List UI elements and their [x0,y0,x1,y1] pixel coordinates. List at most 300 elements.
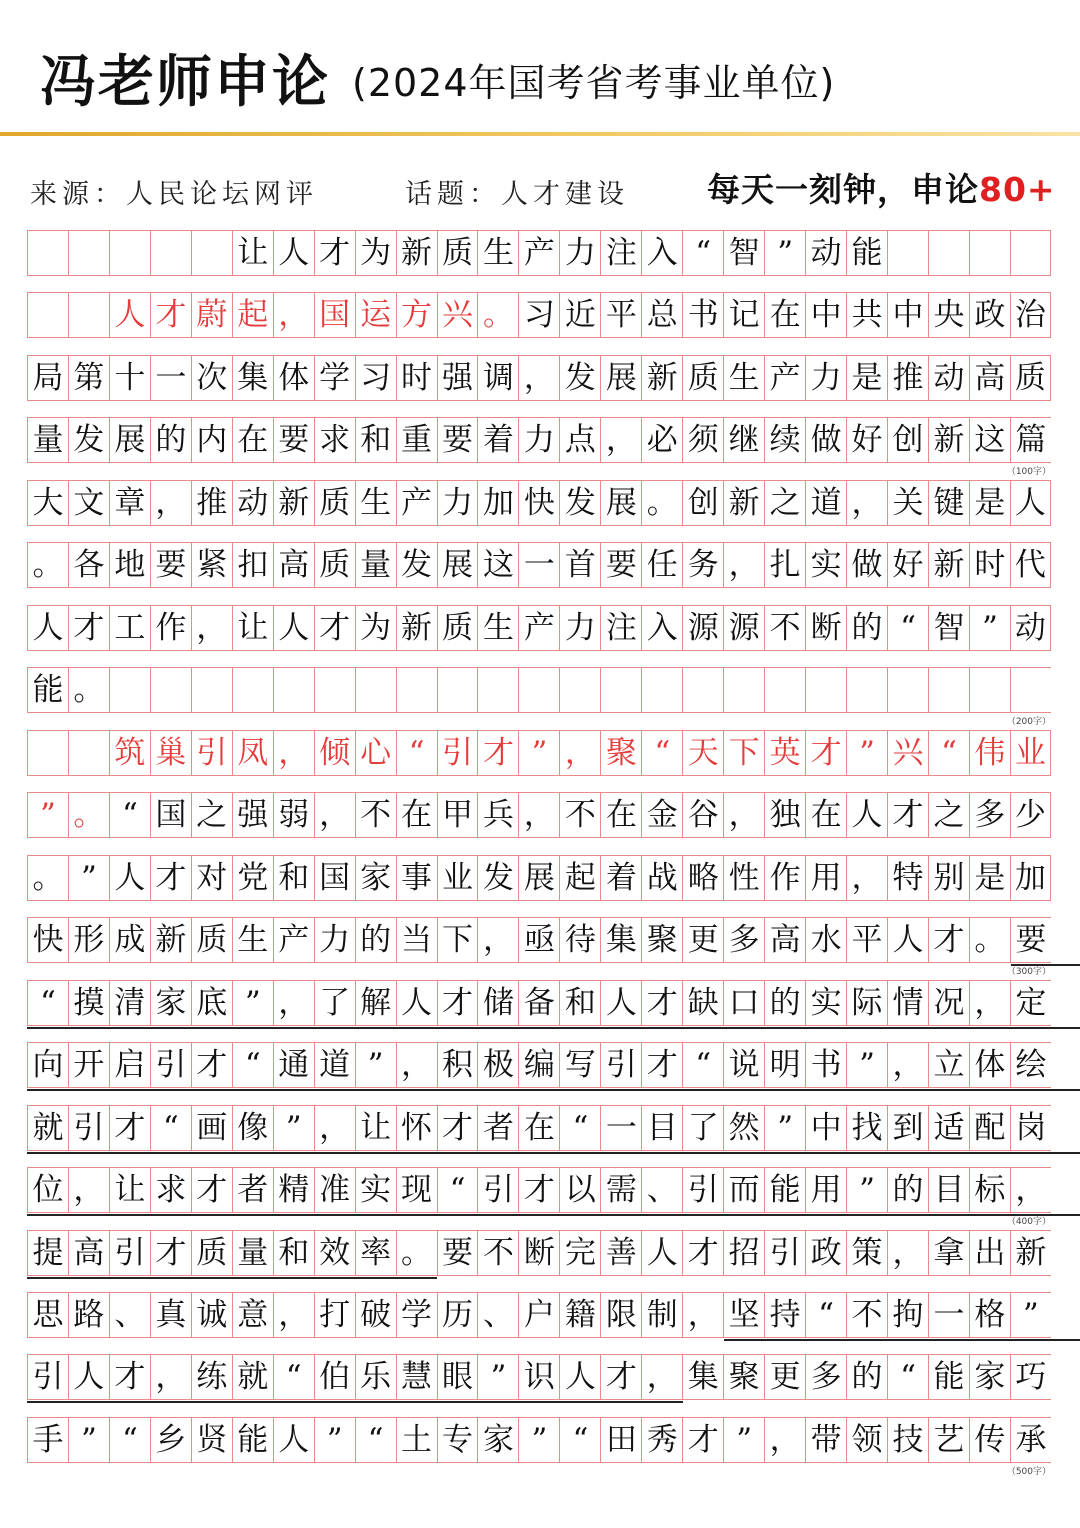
grid-cell: 底 [191,980,232,1026]
grid-cell: 体 [969,1042,1010,1088]
grid-cell [68,230,109,276]
grid-cell: 高 [273,542,314,588]
grid-cell: ” [477,1354,518,1400]
grid-cell: 做 [805,417,846,463]
grid-cell: 。 [68,667,109,713]
grid-cell: 人 [887,917,928,963]
grid-cell: 习 [355,355,396,401]
highlight-underline [27,1089,1080,1091]
grid-cell: 秀 [641,1417,682,1463]
grid-cell: 工 [109,605,150,651]
highlight-underline [27,1027,1080,1029]
grid-cell: 时 [396,355,437,401]
grid-cell: 力 [559,605,600,651]
grid-cell: 力 [559,230,600,276]
grid-cell: ， [887,1230,928,1276]
grid-cell: 专 [437,1417,478,1463]
grid-cell: 要 [273,417,314,463]
grid-cell: ， [518,355,559,401]
grid-cell: 独 [764,792,805,838]
grid-cell: ” [232,980,273,1026]
grid-cell: 代 [1010,542,1051,588]
grid-cell: “ [273,1354,314,1400]
grid-cell: 一 [928,1292,969,1338]
grid-cell: 是 [969,855,1010,901]
grid-cell [355,667,396,713]
grid-cell [396,667,437,713]
grid-cell: 绘 [1010,1042,1051,1088]
grid-cell: 精 [273,1167,314,1213]
grid-cell: 特 [887,855,928,901]
grid-cell: 道 [314,1042,355,1088]
grid-cell: 能 [928,1354,969,1400]
grid-cell: 引 [477,1167,518,1213]
grid-cell: 量 [355,542,396,588]
grid-cell: 务 [682,542,723,588]
grid-cell: 伯 [314,1354,355,1400]
grid-cell: 第 [68,355,109,401]
grid-cell: 当 [396,917,437,963]
grid-cell: 地 [109,542,150,588]
grid-cell: 人 [68,1354,109,1400]
grid-cell: 推 [191,480,232,526]
grid-cell: ， [682,1292,723,1338]
grid-cell: 要 [437,1230,478,1276]
grid-cell: 量 [27,417,68,463]
grid-cell: 。 [27,542,68,588]
grid-cell: 写 [559,1042,600,1088]
grid-cell: 甲 [437,792,478,838]
grid-cell: 章 [109,480,150,526]
grid-cell: 更 [682,917,723,963]
grid-cell: 家 [969,1354,1010,1400]
grid-cell: 质 [314,480,355,526]
word-count-marker: （300字） [1006,967,1051,978]
grid-cell: 中 [805,1105,846,1151]
slogan-text: 每天一刻钟，申论 [707,170,979,209]
grid-cell: 引 [191,730,232,776]
grid-cell: ” [68,855,109,901]
grid-cell: 各 [68,542,109,588]
grid-cell: 之 [764,480,805,526]
grid-row [27,667,1051,728]
grid-row [27,1042,1051,1088]
grid-cell: ， [396,1042,437,1088]
grid-cell: 少 [1010,792,1051,838]
grid-cell: 十 [109,355,150,401]
grid-cell: 户 [518,1292,559,1338]
grid-cell: 思 [27,1292,68,1338]
grid-cell: 人 [273,1417,314,1463]
grid-cell: ， [969,980,1010,1026]
grid-cell: 聚 [723,1354,764,1400]
meta-line [0,150,1080,220]
grid-cell: 发 [559,480,600,526]
grid-cell: 人 [109,292,150,338]
grid-cell: “ [682,1042,723,1088]
grid-cell: 求 [150,1167,191,1213]
grid-cell: 引 [109,1230,150,1276]
grid-cell: 质 [437,230,478,276]
grid-cell: 生 [723,355,764,401]
grid-cell: 一 [518,542,559,588]
grid-cell: 源 [723,605,764,651]
grid-cell: 动 [928,355,969,401]
grid-cell: 位 [27,1167,68,1213]
grid-cell: 大 [27,480,68,526]
grid-cell: 发 [559,355,600,401]
grid-cell [641,667,682,713]
page-subtitle: (2024年国考省考事业单位) [352,61,836,105]
grid-cell: 能 [27,667,68,713]
grid-cell: 注 [600,605,641,651]
highlight-underline [27,1277,437,1279]
grid-cell: 乐 [355,1354,396,1400]
grid-cell: 首 [559,542,600,588]
grid-row [27,980,1051,1026]
grid-cell: 手 [27,1417,68,1463]
grid-cell: 学 [396,1292,437,1338]
grid-cell: 学 [314,355,355,401]
grid-cell [191,667,232,713]
grid-cell: “ [805,1292,846,1338]
grid-cell: 在 [600,792,641,838]
grid-cell: 画 [191,1105,232,1151]
grid-cell: 然 [723,1105,764,1151]
grid-cell: 下 [437,917,478,963]
grid-cell: 适 [928,1105,969,1151]
grid-row [27,605,1051,651]
grid-cell: 田 [600,1417,641,1463]
grid-cell: 和 [559,980,600,1026]
grid-cell: 坚 [723,1292,764,1338]
grid-cell: 的 [846,1354,887,1400]
grid-cell [27,230,68,276]
grid-cell: 近 [559,292,600,338]
grid-cell: 识 [518,1354,559,1400]
grid-cell: 了 [682,1105,723,1151]
grid-cell: 心 [355,730,396,776]
grid-cell: ” [68,1417,109,1463]
grid-cell: 新 [928,542,969,588]
grid-cell: 人 [846,792,887,838]
grid-cell: 贤 [191,1417,232,1463]
grid-cell: 次 [191,355,232,401]
grid-cell: 新 [928,417,969,463]
grid-cell: 破 [355,1292,396,1338]
grid-cell: 备 [518,980,559,1026]
grid-cell [437,667,478,713]
highlight-underline [27,1401,683,1403]
grid-cell: 巧 [1010,1354,1051,1400]
grid-cell: 、 [477,1292,518,1338]
grid-cell: 为 [355,605,396,651]
grid-cell [846,667,887,713]
grid-cell: 重 [396,417,437,463]
grid-cell: ， [273,980,314,1026]
grid-cell: 需 [600,1167,641,1213]
grid-cell: 聚 [641,917,682,963]
grid-cell: 键 [928,480,969,526]
grid-cell [232,667,273,713]
grid-cell: 智 [928,605,969,651]
grid-cell: 断 [518,1230,559,1276]
grid-row [27,792,1051,838]
grid-cell: 中 [805,292,846,338]
grid-cell: 入 [641,605,682,651]
grid-cell [764,667,805,713]
grid-cell: 力 [314,917,355,963]
grid-cell: ” [969,605,1010,651]
grid-cell: 配 [969,1105,1010,1151]
grid-cell: 的 [887,1167,928,1213]
grid-cell: 才 [805,730,846,776]
grid-cell: 在 [232,417,273,463]
grid-cell: 用 [805,1167,846,1213]
grid-cell: 展 [600,480,641,526]
grid-cell: 、 [641,1167,682,1213]
grid-cell: 这 [969,417,1010,463]
grid-cell: 土 [396,1417,437,1463]
grid-cell: 创 [887,417,928,463]
grid-cell: 断 [805,605,846,651]
grid-cell: 事 [396,855,437,901]
grid-cell: 的 [846,605,887,651]
grid-row [27,230,1051,276]
grid-cell: 书 [682,292,723,338]
grid-row [27,542,1051,588]
grid-cell [68,292,109,338]
grid-cell: 多 [805,1354,846,1400]
grid-cell: 岗 [1010,1105,1051,1151]
grid-cell: 准 [314,1167,355,1213]
grid-cell: “ [682,230,723,276]
grid-cell: 一 [600,1105,641,1151]
grid-cell: 带 [805,1417,846,1463]
grid-cell: ” [314,1417,355,1463]
grid-cell: 和 [273,1230,314,1276]
grid-cell: 国 [150,792,191,838]
grid-cell: 动 [805,230,846,276]
grid-cell: 产 [396,480,437,526]
grid-cell: 籍 [559,1292,600,1338]
grid-row [27,1354,1051,1400]
grid-cell: 更 [764,1354,805,1400]
grid-cell: 极 [477,1042,518,1088]
grid-cell: 之 [191,792,232,838]
grid-cell: ， [1010,1167,1051,1213]
grid-cell: 不 [846,1292,887,1338]
grid-cell: 不 [764,605,805,651]
grid-cell: 好 [846,417,887,463]
grid-cell: 不 [559,792,600,838]
grid-cell: 传 [969,1417,1010,1463]
grid-cell: 率 [355,1230,396,1276]
grid-cell: 发 [477,855,518,901]
grid-cell: “ [641,730,682,776]
grid-cell: 亟 [518,917,559,963]
grid-cell: ， [887,1042,928,1088]
grid-cell: 让 [109,1167,150,1213]
grid-cell: 的 [150,417,191,463]
word-count-marker: （200字） [1006,717,1051,728]
grid-cell: ， [273,1292,314,1338]
grid-cell: ” [846,1042,887,1088]
grid-cell: “ [559,1105,600,1151]
grid-cell: 才 [518,1167,559,1213]
grid-cell: ， [846,855,887,901]
grid-cell: 人 [600,980,641,1026]
grid-cell: 展 [437,542,478,588]
grid-cell: 策 [846,1230,887,1276]
grid-cell: 点 [559,417,600,463]
grid-cell: ， [68,1167,109,1213]
grid-cell: 才 [109,1105,150,1151]
grid-cell: 总 [641,292,682,338]
grid-row [27,917,1051,978]
grid-cell: 才 [600,1354,641,1400]
grid-cell: 兴 [437,292,478,338]
grid-cell: 在 [396,792,437,838]
grid-cell: 口 [723,980,764,1026]
grid-cell: 英 [764,730,805,776]
grid-cell: 让 [232,605,273,651]
grid-cell: “ [928,730,969,776]
grid-cell: 的 [355,917,396,963]
grid-cell: 继 [723,417,764,463]
grid-cell: 开 [68,1042,109,1088]
grid-cell: 格 [969,1292,1010,1338]
grid-cell: “ [355,1417,396,1463]
grid-cell: 天 [682,730,723,776]
grid-cell: “ [109,792,150,838]
grid-cell: 巢 [150,730,191,776]
grid-cell: 历 [437,1292,478,1338]
grid-cell: 高 [764,917,805,963]
grid-cell: 就 [232,1354,273,1400]
grid-cell: 立 [928,1042,969,1088]
grid-cell: 才 [314,230,355,276]
grid-cell: ” [846,1167,887,1213]
grid-cell: 一 [150,355,191,401]
grid-cell: 续 [764,417,805,463]
word-count-marker: （400字） [1006,1217,1051,1228]
grid-cell: 新 [641,355,682,401]
grid-cell: 新 [396,230,437,276]
grid-cell: 才 [68,605,109,651]
grid-cell: ” [27,792,68,838]
grid-cell: 慧 [396,1354,437,1400]
grid-row [27,1417,1051,1477]
grid-cell: 。 [68,792,109,838]
grid-cell: 质 [314,542,355,588]
grid-cell: 动 [1010,605,1051,651]
grid-cell: 聚 [600,730,641,776]
grid-cell [682,667,723,713]
grid-cell: 发 [396,542,437,588]
essay-grid [27,230,1051,1479]
grid-cell: 。 [477,292,518,338]
grid-cell: 人 [1010,480,1051,526]
highlight-underline [27,1152,1080,1154]
grid-cell: 加 [477,480,518,526]
grid-cell: 际 [846,980,887,1026]
grid-cell: 运 [355,292,396,338]
grid-cell: ， [477,917,518,963]
grid-cell: 家 [355,855,396,901]
grid-cell: 着 [600,855,641,901]
grid-cell: 别 [928,855,969,901]
grid-cell: 谷 [682,792,723,838]
grid-cell [314,667,355,713]
grid-cell: 治 [1010,292,1051,338]
grid-cell: 力 [437,480,478,526]
grid-cell: 要 [437,417,478,463]
grid-cell: “ [27,980,68,1026]
grid-row [27,855,1051,901]
grid-cell: 求 [314,417,355,463]
grid-cell: “ [437,1167,478,1213]
grid-row [27,480,1051,526]
grid-cell: 人 [559,1354,600,1400]
grid-cell: ， [559,730,600,776]
grid-cell: 摸 [68,980,109,1026]
grid-cell: 紧 [191,542,232,588]
grid-cell: “ [232,1042,273,1088]
grid-cell: 才 [928,917,969,963]
grid-cell: ， [641,1354,682,1400]
grid-cell: ， [273,292,314,338]
grid-cell: 须 [682,417,723,463]
title-divider [0,132,1080,136]
grid-cell [518,667,559,713]
grid-cell: 况 [928,980,969,1026]
grid-cell: 承 [1010,1417,1051,1463]
grid-cell: 才 [150,855,191,901]
grid-cell: 诚 [191,1292,232,1338]
grid-cell: 产 [273,917,314,963]
grid-cell [109,667,150,713]
grid-cell [887,230,928,276]
grid-cell: 道 [805,480,846,526]
grid-cell: 快 [518,480,559,526]
grid-cell: 多 [969,792,1010,838]
grid-cell [600,667,641,713]
grid-cell: ， [191,605,232,651]
grid-cell: 筑 [109,730,150,776]
grid-cell: 扣 [232,542,273,588]
grid-cell: 才 [150,292,191,338]
grid-cell: 性 [723,855,764,901]
grid-cell: 任 [641,542,682,588]
grid-cell: 实 [805,980,846,1026]
grid-cell: 扎 [764,542,805,588]
word-count-marker: （500字） [1006,1466,1051,1477]
grid-cell: 路 [68,1292,109,1338]
grid-cell [887,667,928,713]
grid-cell: 注 [600,230,641,276]
grid-cell: 对 [191,855,232,901]
grid-cell: 集 [600,917,641,963]
grid-cell: ， [273,730,314,776]
grid-cell: 新 [273,480,314,526]
grid-cell: 质 [191,917,232,963]
grid-cell: 作 [150,605,191,651]
grid-cell: 情 [887,980,928,1026]
grid-cell: ， [314,1105,355,1151]
grid-cell [273,667,314,713]
grid-cell: 人 [109,855,150,901]
